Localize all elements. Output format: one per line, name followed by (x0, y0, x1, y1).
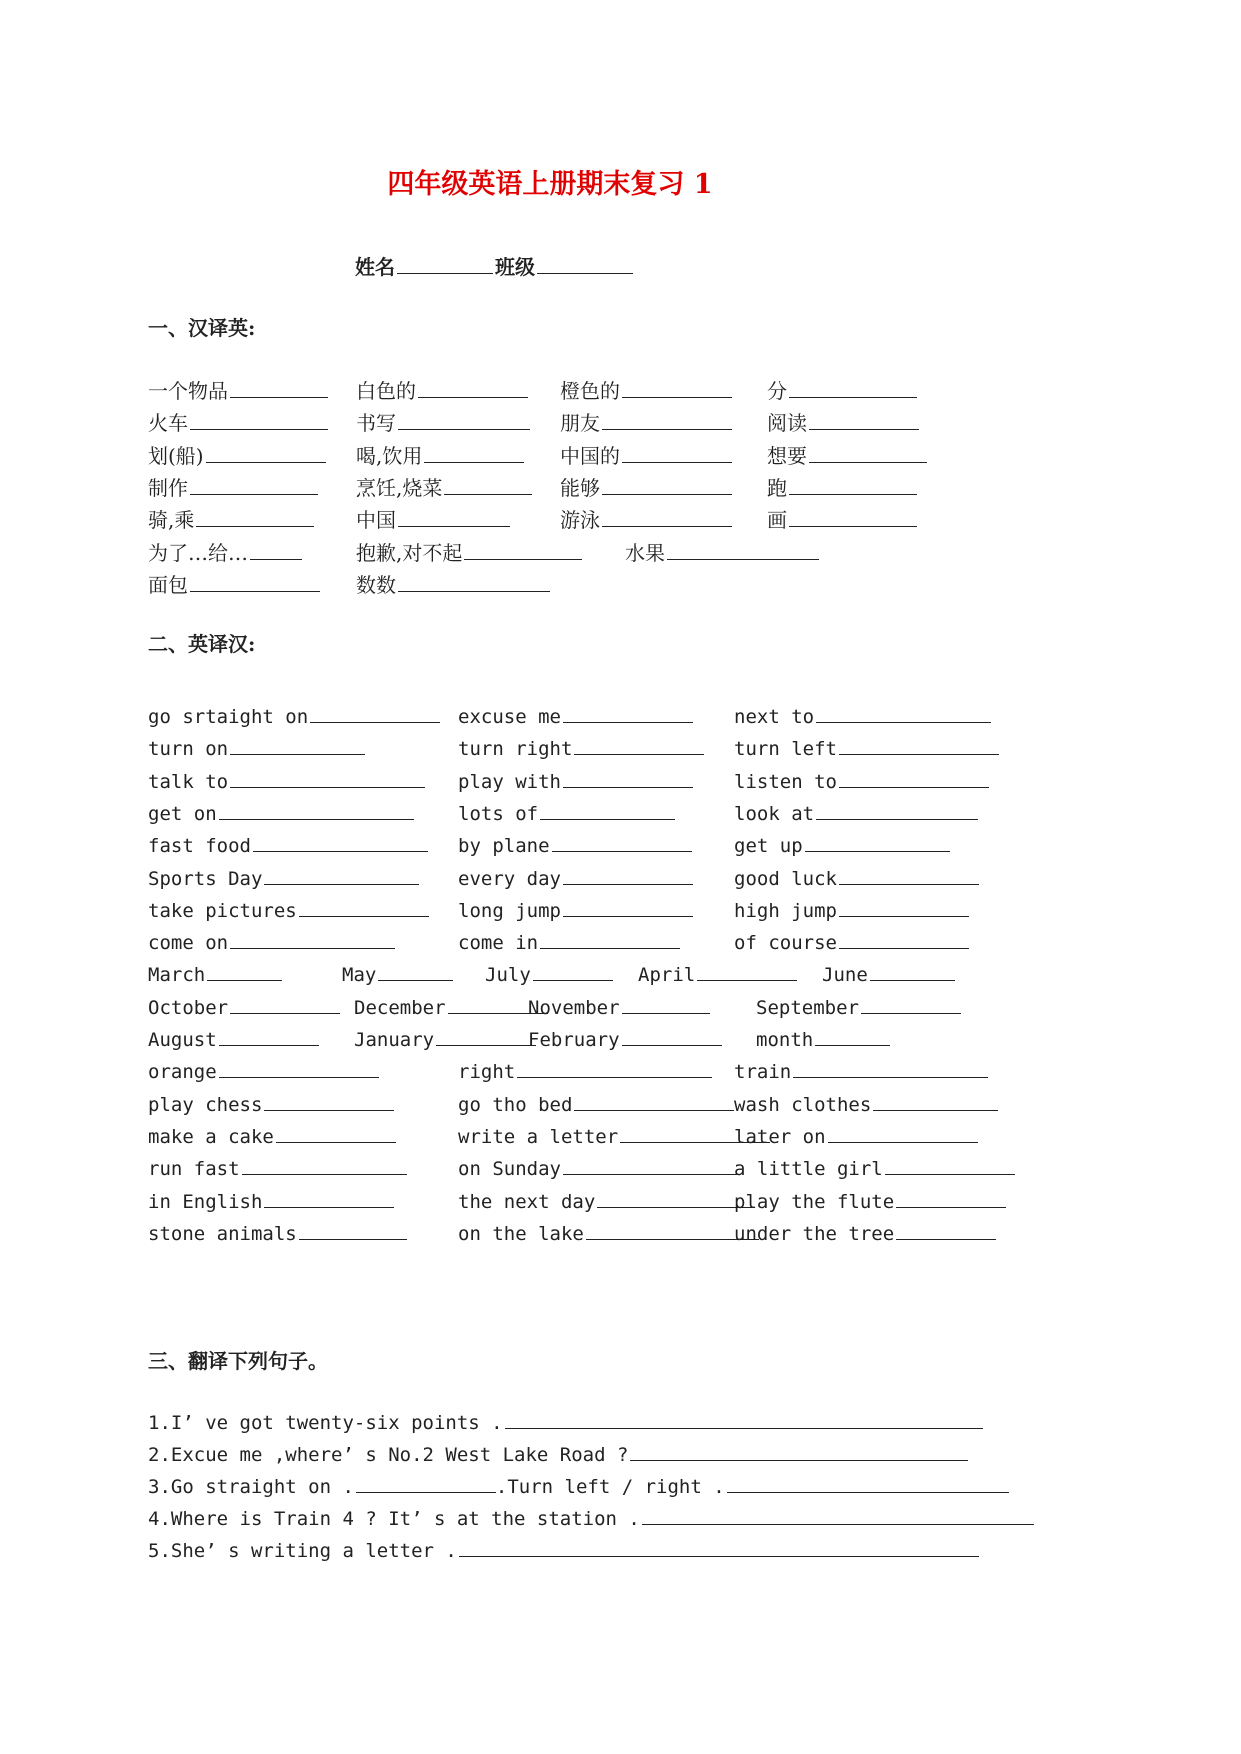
phrase-item (734, 1152, 1015, 1184)
phrase-row (0, 765, 1241, 795)
vocab-item (560, 440, 732, 471)
section3-heading: 三、翻译下列句子。 (148, 1349, 328, 1373)
phrase-item (148, 991, 340, 1023)
term-label: run fast (148, 1158, 240, 1181)
term-label: come on (148, 932, 229, 955)
phrase-item (148, 765, 425, 797)
vocab-item (560, 504, 732, 535)
answer-blank[interactable] (816, 797, 978, 820)
phrase-item (458, 1217, 759, 1249)
answer-blank[interactable] (418, 375, 528, 398)
vocab-row (0, 375, 1241, 405)
phrase-item (148, 862, 419, 894)
answer-blank[interactable] (805, 829, 950, 852)
answer-blank[interactable] (310, 700, 440, 723)
answer-blank[interactable] (861, 991, 961, 1014)
term-label: 一个物品 (148, 379, 228, 403)
term-label: 跑 (767, 475, 787, 500)
term-label: on the lake (458, 1222, 584, 1245)
phrase-row (0, 1023, 1241, 1053)
vocab-row (0, 440, 1241, 470)
phrase-item (148, 1185, 394, 1217)
phrase-row (0, 700, 1241, 730)
answer-blank[interactable] (563, 894, 693, 917)
term-label: turn left (734, 738, 837, 761)
answer-line[interactable] (727, 1470, 1009, 1493)
phrase-item (148, 732, 365, 764)
phrase-item (734, 862, 979, 894)
section2-heading: 二、英译汉: (148, 632, 256, 656)
term-label: month (756, 1029, 814, 1051)
term-label: go tho bed (458, 1093, 573, 1116)
answer-blank[interactable] (398, 569, 550, 592)
phrase-item (822, 958, 955, 990)
answer-blank[interactable] (789, 472, 917, 495)
term-label: play the flute (734, 1190, 895, 1213)
phrase-item (528, 991, 710, 1023)
term-label: wash clothes (734, 1093, 872, 1116)
phrase-item (148, 1023, 319, 1055)
term-label: in English (148, 1190, 263, 1213)
answer-blank[interactable] (219, 1023, 319, 1046)
phrase-item (458, 1152, 738, 1184)
answer-blank[interactable] (789, 504, 917, 527)
answer-blank[interactable] (563, 765, 693, 788)
phrase-item (734, 926, 969, 958)
term-label: 火车 (148, 411, 188, 436)
answer-blank[interactable] (870, 958, 955, 981)
answer-blank[interactable] (597, 1185, 752, 1208)
vocab-row (0, 569, 1241, 599)
term-label: play chess (148, 1093, 263, 1116)
term-label: May (342, 964, 377, 987)
term-label: 抱歉,对不起 (356, 540, 463, 565)
name-class-line (355, 251, 635, 280)
term-label: 能够 (560, 475, 600, 500)
answer-blank[interactable] (230, 375, 328, 398)
answer-blank[interactable] (622, 991, 710, 1014)
phrase-item (458, 797, 675, 829)
term-label: February (528, 1029, 620, 1051)
phrase-item (485, 958, 613, 990)
answer-line[interactable] (505, 1406, 983, 1429)
answer-blank[interactable] (299, 1217, 407, 1240)
sentence-5: 5.She’ s writing a letter . (148, 1534, 979, 1566)
term-label: 白色的 (356, 379, 416, 403)
answer-blank[interactable] (264, 1088, 394, 1111)
answer-blank[interactable] (398, 407, 530, 430)
answer-line[interactable] (630, 1438, 968, 1461)
answer-blank[interactable] (540, 797, 675, 820)
phrase-item (458, 1055, 712, 1087)
vocab-item (356, 569, 550, 600)
term-label: good luck (734, 867, 837, 890)
answer-blank[interactable] (809, 440, 927, 463)
answer-blank[interactable] (828, 1120, 978, 1143)
answer-blank[interactable] (697, 958, 797, 981)
vocab-item (767, 472, 917, 503)
phrase-item (734, 1120, 978, 1152)
page-title: 四年级英语上册期末复习 1 (387, 169, 713, 200)
term-label: August (148, 1029, 217, 1051)
term-label: a little girl (734, 1158, 883, 1181)
phrase-item (148, 958, 282, 990)
answer-blank[interactable] (563, 862, 693, 885)
answer-blank[interactable] (207, 958, 282, 981)
vocab-item (148, 440, 326, 471)
phrase-item (148, 700, 440, 732)
phrase-row (0, 829, 1241, 859)
phrase-item (458, 829, 692, 861)
term-label: orange (148, 1061, 217, 1084)
phrase-item (148, 1152, 407, 1184)
vocab-item (148, 537, 302, 568)
answer-blank[interactable] (190, 407, 328, 430)
phrase-item (148, 1088, 394, 1120)
vocab-item (356, 504, 510, 535)
term-label: 面包 (148, 572, 188, 597)
vocab-row (0, 472, 1241, 502)
term-label: excuse me (458, 706, 561, 728)
phrase-item (148, 926, 395, 958)
term-label: talk to (148, 770, 229, 793)
term-label: come in (458, 932, 539, 955)
phrase-item (458, 1185, 752, 1217)
vocab-item (560, 375, 732, 406)
vocab-item (625, 537, 819, 568)
phrase-item (148, 1217, 407, 1249)
answer-blank[interactable] (464, 537, 582, 560)
term-label: November (528, 996, 620, 1019)
term-label: next to (734, 706, 815, 728)
term-label: June (822, 964, 868, 987)
answer-blank[interactable] (533, 958, 613, 981)
answer-blank[interactable] (230, 765, 425, 788)
answer-blank[interactable] (563, 1152, 738, 1175)
answer-blank[interactable] (253, 829, 428, 852)
answer-blank[interactable] (190, 472, 318, 495)
phrase-item (148, 1120, 396, 1152)
phrase-row (0, 1152, 1241, 1182)
term-label: 骑,乘 (148, 508, 195, 533)
vocab-item (767, 407, 919, 438)
answer-blank[interactable] (563, 700, 693, 723)
phrase-item (458, 926, 680, 958)
class-label: 班级 (495, 255, 535, 279)
phrase-item (458, 732, 704, 764)
term-label: 阅读 (767, 411, 807, 436)
term-label: right (458, 1061, 516, 1084)
answer-blank[interactable] (276, 1120, 396, 1143)
answer-blank[interactable] (622, 440, 732, 463)
term-label: get up (734, 835, 803, 858)
term-label: 画 (767, 508, 787, 533)
term-label: long jump (458, 899, 561, 922)
phrase-item (148, 797, 414, 829)
term-label: turn on (148, 738, 229, 761)
term-label: make a cake (148, 1125, 274, 1148)
answer-blank[interactable] (219, 797, 414, 820)
class-blank[interactable] (537, 255, 633, 274)
vocab-item (560, 407, 732, 438)
answer-blank[interactable] (299, 894, 429, 917)
answer-blank[interactable] (398, 504, 510, 527)
phrase-row (0, 1120, 1241, 1150)
term-label: January (354, 1029, 435, 1051)
phrase-row (0, 1088, 1241, 1118)
name-blank[interactable] (397, 255, 493, 274)
answer-blank[interactable] (264, 1185, 394, 1208)
answer-blank[interactable] (793, 1055, 988, 1078)
answer-blank[interactable] (896, 1217, 996, 1240)
phrase-row (0, 1185, 1241, 1215)
answer-blank[interactable] (540, 926, 680, 949)
term-label: 划(船) (148, 443, 204, 468)
answer-blank[interactable] (839, 894, 969, 917)
term-label: under the tree (734, 1222, 895, 1245)
vocab-item (356, 472, 532, 503)
phrase-row (0, 797, 1241, 827)
answer-line[interactable] (356, 1470, 496, 1493)
answer-blank[interactable] (622, 1023, 722, 1046)
phrase-item (458, 700, 693, 732)
vocab-item (356, 375, 528, 406)
term-label: write a letter (458, 1125, 619, 1148)
phrase-row (0, 991, 1241, 1021)
vocab-item (560, 472, 732, 503)
phrase-item (638, 958, 797, 990)
phrase-item (756, 1023, 890, 1055)
vocab-item (767, 375, 917, 406)
answer-blank[interactable] (809, 407, 919, 430)
sentence-1: 1.I’ ve got twenty-six points . (148, 1406, 983, 1438)
term-label: 朋友 (560, 411, 600, 436)
phrase-row (0, 732, 1241, 762)
phrase-item (148, 1055, 379, 1087)
term-label: 水果 (625, 540, 665, 565)
term-label: every day (458, 867, 561, 890)
answer-blank[interactable] (602, 407, 732, 430)
phrase-item (148, 829, 428, 861)
vocab-item (148, 472, 318, 503)
phrase-item (148, 894, 429, 926)
answer-blank[interactable] (873, 1088, 998, 1111)
phrase-item (458, 1120, 770, 1152)
phrase-item (342, 958, 453, 990)
term-label: 书写 (356, 411, 396, 436)
vocab-item (356, 407, 530, 438)
term-label: 橙色的 (560, 379, 620, 403)
answer-blank[interactable] (667, 537, 819, 560)
vocab-item (148, 504, 314, 535)
phrase-item (734, 1055, 988, 1087)
term-label: March (148, 964, 206, 987)
phrase-item (528, 1023, 722, 1055)
vocab-item (148, 375, 328, 406)
answer-blank[interactable] (574, 732, 704, 755)
phrase-row (0, 1217, 1241, 1247)
vocab-item (767, 504, 917, 535)
term-label: 中国的 (560, 443, 620, 468)
phrase-row (0, 1055, 1241, 1085)
answer-blank[interactable] (896, 1185, 1006, 1208)
answer-blank[interactable] (230, 926, 395, 949)
term-label: September (756, 996, 859, 1019)
answer-blank[interactable] (885, 1152, 1015, 1175)
answer-blank[interactable] (378, 958, 453, 981)
name-label: 姓名 (355, 255, 395, 279)
answer-blank[interactable] (230, 991, 340, 1014)
term-label: by plane (458, 835, 550, 858)
phrase-item (734, 797, 978, 829)
answer-blank[interactable] (190, 569, 320, 592)
term-label: October (148, 996, 229, 1019)
answer-blank[interactable] (250, 537, 302, 560)
phrase-item (458, 765, 693, 797)
term-label: 喝,饮用 (356, 443, 423, 468)
answer-blank[interactable] (196, 504, 314, 527)
term-label: December (354, 996, 446, 1019)
vocab-item (767, 440, 927, 471)
vocab-row (0, 537, 1241, 567)
term-label: 想要 (767, 443, 807, 468)
section1-heading: 一、汉译英: (148, 316, 256, 340)
term-label: July (485, 964, 531, 987)
answer-blank[interactable] (436, 1023, 536, 1046)
answer-blank[interactable] (586, 1217, 759, 1240)
answer-line[interactable] (642, 1502, 1034, 1525)
phrase-row (0, 862, 1241, 892)
phrase-item (458, 894, 693, 926)
phrase-item (734, 1217, 996, 1249)
phrase-item (756, 991, 961, 1023)
answer-blank[interactable] (206, 440, 326, 463)
phrase-row (0, 894, 1241, 924)
term-label: fast food (148, 835, 251, 858)
term-label: listen to (734, 770, 837, 793)
sentence-2: 2.Excue me ,where’ s No.2 West Lake Road ? (148, 1438, 968, 1470)
vocab-item (148, 569, 320, 600)
vocab-row (0, 504, 1241, 534)
phrase-item (458, 1088, 734, 1120)
phrase-item (458, 862, 693, 894)
term-label: get on (148, 802, 217, 825)
term-label: lots of (458, 802, 539, 825)
answer-blank[interactable] (839, 926, 969, 949)
phrase-item (734, 765, 989, 797)
term-label: look at (734, 802, 815, 825)
answer-blank[interactable] (574, 1088, 734, 1111)
answer-blank[interactable] (517, 1055, 712, 1078)
term-label: turn right (458, 738, 573, 761)
answer-blank[interactable] (444, 472, 532, 495)
term-label: play with (458, 770, 561, 793)
vocab-row (0, 407, 1241, 437)
sentence-4: 4.Where is Train 4 ? It’ s at the station . (148, 1502, 1034, 1534)
answer-blank[interactable] (839, 732, 999, 755)
term-label: 烹饪,烧菜 (356, 475, 443, 500)
answer-blank[interactable] (789, 375, 917, 398)
term-label: Sports Day (148, 867, 263, 890)
term-label: go srtaight on (148, 706, 309, 728)
answer-blank[interactable] (602, 472, 732, 495)
phrase-row (0, 926, 1241, 956)
term-label: 中国 (356, 508, 396, 533)
term-label: of course (734, 932, 837, 955)
answer-blank[interactable] (815, 1023, 890, 1046)
phrase-row (0, 958, 1241, 988)
answer-blank[interactable] (424, 440, 524, 463)
answer-blank[interactable] (264, 862, 419, 885)
term-label: 数数 (356, 572, 396, 597)
term-label: later on (734, 1125, 826, 1148)
answer-blank[interactable] (230, 732, 365, 755)
answer-blank[interactable] (552, 829, 692, 852)
answer-blank[interactable] (839, 765, 989, 788)
answer-blank[interactable] (622, 375, 732, 398)
phrase-item (734, 1185, 1006, 1217)
phrase-item (734, 732, 999, 764)
term-label: take pictures (148, 899, 297, 922)
answer-blank[interactable] (816, 700, 991, 723)
term-label: April (638, 964, 696, 987)
term-label: 制作 (148, 475, 188, 500)
term-label: the next day (458, 1190, 596, 1213)
phrase-item (734, 1088, 998, 1120)
answer-line[interactable] (459, 1534, 979, 1557)
phrase-item (734, 829, 950, 861)
term-label: 分 (767, 379, 787, 403)
vocab-item (356, 440, 524, 471)
phrase-item (354, 1023, 536, 1055)
term-label: on Sunday (458, 1158, 561, 1181)
answer-blank[interactable] (839, 862, 979, 885)
sentence-3: 3.Go straight on . .Turn left / right . (148, 1470, 1009, 1502)
phrase-item (734, 894, 969, 926)
vocab-item (148, 407, 328, 438)
term-label: train (734, 1061, 792, 1084)
phrase-item (734, 700, 991, 732)
phrase-item (354, 991, 548, 1023)
term-label: 游泳 (560, 508, 600, 533)
term-label: 为了…给… (148, 540, 248, 565)
answer-blank[interactable] (219, 1055, 379, 1078)
vocab-item (356, 537, 582, 568)
term-label: high jump (734, 899, 837, 922)
answer-blank[interactable] (242, 1152, 407, 1175)
answer-blank[interactable] (602, 504, 732, 527)
term-label: stone animals (148, 1222, 297, 1245)
